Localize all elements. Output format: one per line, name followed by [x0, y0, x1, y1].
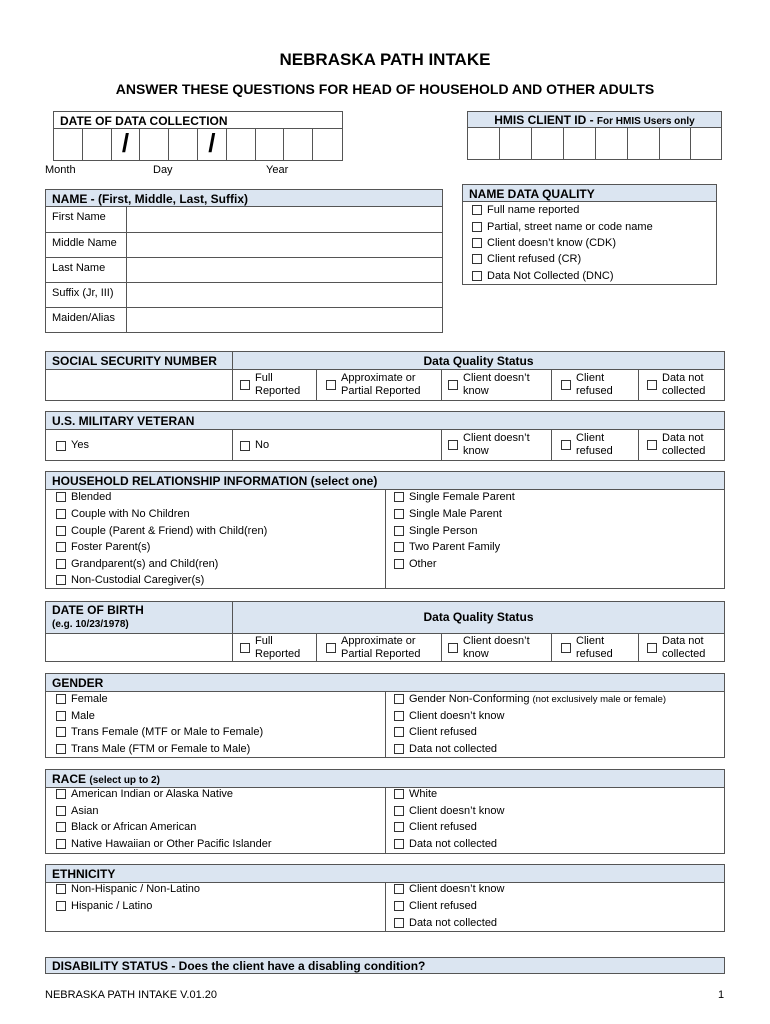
dob-opt-partial[interactable]: Approximate or Partial Reported	[326, 635, 421, 661]
checkbox-icon[interactable]	[56, 822, 66, 832]
checkbox-icon[interactable]	[56, 509, 66, 519]
gender-trans-female[interactable]: Trans Female (MTF or Male to Female)	[56, 726, 263, 738]
name-section	[45, 189, 443, 333]
checkbox-icon[interactable]	[394, 509, 404, 519]
middle-name-row[interactable]	[46, 232, 442, 257]
disability-section	[45, 957, 725, 974]
checkbox-icon[interactable]	[394, 526, 404, 536]
race-section	[45, 769, 725, 854]
checkbox-icon[interactable]	[56, 789, 66, 799]
checkbox-icon[interactable]	[56, 559, 66, 569]
household-header: HOUSEHOLD RELATIONSHIP INFORMATION (select one)	[46, 472, 724, 489]
eth-cdk[interactable]: Client doesn’t know	[394, 883, 504, 895]
checkbox-icon[interactable]	[394, 822, 404, 832]
checkbox-icon[interactable]	[394, 884, 404, 894]
checkbox-icon[interactable]	[394, 839, 404, 849]
checkbox-icon[interactable]	[472, 238, 482, 248]
race-asian[interactable]: Asian	[56, 805, 99, 817]
first-name-label: First Name	[52, 211, 106, 223]
checkbox-icon[interactable]	[472, 205, 482, 215]
veteran-dnc[interactable]: Data not collected	[647, 432, 705, 458]
hmis-note: For HMIS Users only	[596, 116, 695, 127]
checkbox-icon[interactable]	[56, 575, 66, 585]
ssn-opt-refused[interactable]: Client refused	[561, 372, 613, 398]
hmis-cells[interactable]	[468, 128, 721, 159]
checkbox-icon[interactable]	[394, 694, 404, 704]
last-name-row[interactable]	[46, 257, 442, 282]
gender-trans-male[interactable]: Trans Male (FTM or Female to Male)	[56, 743, 250, 755]
race-white[interactable]: White	[394, 788, 437, 800]
nq-option-dnc[interactable]: Data Not Collected (DNC)	[472, 270, 614, 282]
ssn-header: SOCIAL SECURITY NUMBER	[46, 352, 232, 369]
checkbox-icon[interactable]	[472, 271, 482, 281]
hmis-title: HMIS CLIENT ID -	[494, 113, 597, 127]
checkbox-icon[interactable]	[394, 918, 404, 928]
nq-option-partial[interactable]: Partial, street name or code name	[472, 221, 653, 233]
hh-foster-parents[interactable]: Foster Parent(s)	[56, 541, 150, 553]
hh-grandparents[interactable]: Grandparent(s) and Child(ren)	[56, 558, 218, 570]
race-cdk[interactable]: Client doesn’t know	[394, 805, 504, 817]
suffix-label: Suffix (Jr, III)	[52, 287, 114, 299]
name-header: NAME - (First, Middle, Last, Suffix)	[46, 190, 442, 206]
checkbox-icon[interactable]	[240, 643, 250, 653]
hh-single-person[interactable]: Single Person	[394, 525, 478, 537]
checkbox-icon[interactable]	[394, 559, 404, 569]
page-title: NEBRASKA PATH INTAKE	[279, 50, 491, 69]
checkbox-icon[interactable]	[56, 839, 66, 849]
hh-blended[interactable]: Blended	[56, 491, 111, 503]
race-dnc[interactable]: Data not collected	[394, 838, 497, 850]
eth-non-hispanic[interactable]: Non-Hispanic / Non-Latino	[56, 883, 200, 895]
dob-opt-full[interactable]: Full Reported	[240, 635, 300, 661]
checkbox-icon[interactable]	[56, 901, 66, 911]
suffix-row[interactable]	[46, 282, 442, 307]
ssn-opt-dnc[interactable]: Data not collected	[647, 372, 705, 398]
maiden-alias-label: Maiden/Alias	[52, 312, 115, 324]
hh-other[interactable]: Other	[394, 558, 437, 570]
maiden-alias-row[interactable]	[46, 307, 442, 333]
eth-refused[interactable]: Client refused	[394, 900, 477, 912]
checkbox-icon[interactable]	[56, 806, 66, 816]
checkbox-icon[interactable]	[56, 727, 66, 737]
name-quality-section	[462, 184, 717, 285]
checkbox-icon[interactable]	[472, 222, 482, 232]
ethnicity-header: ETHNICITY	[46, 865, 724, 882]
veteran-cdk[interactable]: Client doesn’t know	[448, 432, 530, 458]
checkbox-icon[interactable]	[56, 526, 66, 536]
eth-hispanic[interactable]: Hispanic / Latino	[56, 900, 152, 912]
date-collection-section	[53, 111, 343, 161]
hh-couple-no-children[interactable]: Couple with No Children	[56, 508, 190, 520]
gender-cdk[interactable]: Client doesn’t know	[394, 710, 504, 722]
footer-text: NEBRASKA PATH INTAKE V.01.20	[45, 989, 217, 1001]
checkbox-icon[interactable]	[326, 643, 336, 653]
year-label: Year	[266, 164, 289, 176]
dob-opt-refused[interactable]: Client refused	[561, 635, 613, 661]
nq-option-full[interactable]: Full name reported	[472, 204, 579, 216]
checkbox-icon[interactable]	[56, 694, 66, 704]
checkbox-icon[interactable]	[326, 380, 336, 390]
eth-dnc[interactable]: Data not collected	[394, 917, 497, 929]
dob-dq-header: Data Quality Status	[232, 602, 724, 633]
page-subtitle: ANSWER THESE QUESTIONS FOR HEAD OF HOUSEHOLD AND OTHER ADULTS	[115, 81, 655, 97]
gender-header: GENDER	[46, 674, 724, 691]
dob-header: DATE OF BIRTH (e.g. 10/23/1978)	[46, 602, 232, 633]
date-collection-header: DATE OF DATA COLLECTION	[54, 112, 342, 129]
checkbox-icon[interactable]	[448, 380, 458, 390]
checkbox-icon[interactable]	[240, 380, 250, 390]
gender-refused[interactable]: Client refused	[394, 726, 477, 738]
checkbox-icon[interactable]	[394, 711, 404, 721]
ssn-dq-header: Data Quality Status	[232, 352, 724, 369]
hh-single-male[interactable]: Single Male Parent	[394, 508, 502, 520]
veteran-header: U.S. MILITARY VETERAN	[46, 412, 724, 429]
checkbox-icon[interactable]	[394, 727, 404, 737]
page-number: 1	[718, 989, 725, 1001]
gender-section	[45, 673, 725, 758]
checkbox-icon[interactable]	[561, 380, 571, 390]
hh-single-female[interactable]: Single Female Parent	[394, 491, 515, 503]
checkbox-icon[interactable]	[448, 643, 458, 653]
gender-dnc[interactable]: Data not collected	[394, 743, 497, 755]
hmis-section	[467, 111, 722, 160]
day-label: Day	[153, 164, 173, 176]
ssn-section	[45, 351, 725, 401]
race-header: RACE (select up to 2)	[46, 770, 724, 787]
checkbox-icon[interactable]	[647, 380, 657, 390]
date-cells[interactable]	[54, 129, 342, 160]
checkbox-icon[interactable]	[448, 440, 458, 450]
checkbox-icon[interactable]	[561, 643, 571, 653]
ssn-opt-cdk[interactable]: Client doesn’t know	[448, 372, 530, 398]
last-name-label: Last Name	[52, 262, 106, 274]
checkbox-icon[interactable]	[56, 884, 66, 894]
ssn-opt-full[interactable]: Full Reported	[240, 372, 300, 398]
checkbox-icon[interactable]	[394, 542, 404, 552]
ssn-opt-partial[interactable]: Approximate or Partial Reported	[326, 372, 421, 398]
checkbox-icon[interactable]	[394, 789, 404, 799]
race-native-hawaiian[interactable]: Native Hawaiian or Other Pacific Islander	[56, 838, 272, 850]
checkbox-icon[interactable]	[56, 711, 66, 721]
dob-section	[45, 601, 725, 662]
hh-non-custodial[interactable]: Non-Custodial Caregiver(s)	[56, 574, 204, 586]
dob-opt-cdk[interactable]: Client doesn’t know	[448, 635, 530, 661]
middle-name-label: Middle Name	[52, 237, 117, 249]
veteran-section	[45, 411, 725, 461]
dob-opt-dnc[interactable]: Data not collected	[647, 635, 705, 661]
first-name-row[interactable]	[46, 206, 442, 232]
checkbox-icon[interactable]	[394, 806, 404, 816]
hmis-header	[468, 112, 721, 128]
veteran-refused[interactable]: Client refused	[561, 432, 613, 458]
date-slash-1: /	[112, 129, 141, 160]
checkbox-icon[interactable]	[240, 441, 250, 451]
disability-header: DISABILITY STATUS - Does the client have a disabling condition?	[46, 958, 724, 973]
gender-male[interactable]: Male	[56, 710, 95, 722]
month-label: Month	[45, 164, 76, 176]
checkbox-icon[interactable]	[561, 440, 571, 450]
race-black[interactable]: Black or African American	[56, 821, 196, 833]
nq-option-cdk[interactable]: Client doesn’t know (CDK)	[472, 237, 616, 249]
nq-option-cr[interactable]: Client refused (CR)	[472, 253, 581, 265]
checkbox-icon[interactable]	[56, 744, 66, 754]
race-american-indian[interactable]: American Indian or Alaska Native	[56, 788, 233, 800]
veteran-yes[interactable]: Yes	[56, 439, 89, 452]
checkbox-icon[interactable]	[394, 744, 404, 754]
checkbox-icon[interactable]	[56, 441, 66, 451]
veteran-no[interactable]: No	[240, 439, 269, 452]
hh-two-parent[interactable]: Two Parent Family	[394, 541, 500, 553]
race-refused[interactable]: Client refused	[394, 821, 477, 833]
date-slash-2: /	[198, 129, 227, 160]
checkbox-icon[interactable]	[472, 254, 482, 264]
checkbox-icon[interactable]	[394, 492, 404, 502]
household-section	[45, 471, 725, 589]
checkbox-icon[interactable]	[56, 492, 66, 502]
ethnicity-section	[45, 864, 725, 932]
checkbox-icon[interactable]	[647, 643, 657, 653]
gender-female[interactable]: Female	[56, 693, 108, 705]
hh-couple-parent-friend[interactable]: Couple (Parent & Friend) with Child(ren)	[56, 525, 267, 537]
name-quality-header: NAME DATA QUALITY	[463, 185, 716, 202]
gender-non-conforming[interactable]: Gender Non-Conforming (not exclusively male or female)	[394, 693, 666, 705]
checkbox-icon[interactable]	[56, 542, 66, 552]
checkbox-icon[interactable]	[394, 901, 404, 911]
checkbox-icon[interactable]	[647, 440, 657, 450]
